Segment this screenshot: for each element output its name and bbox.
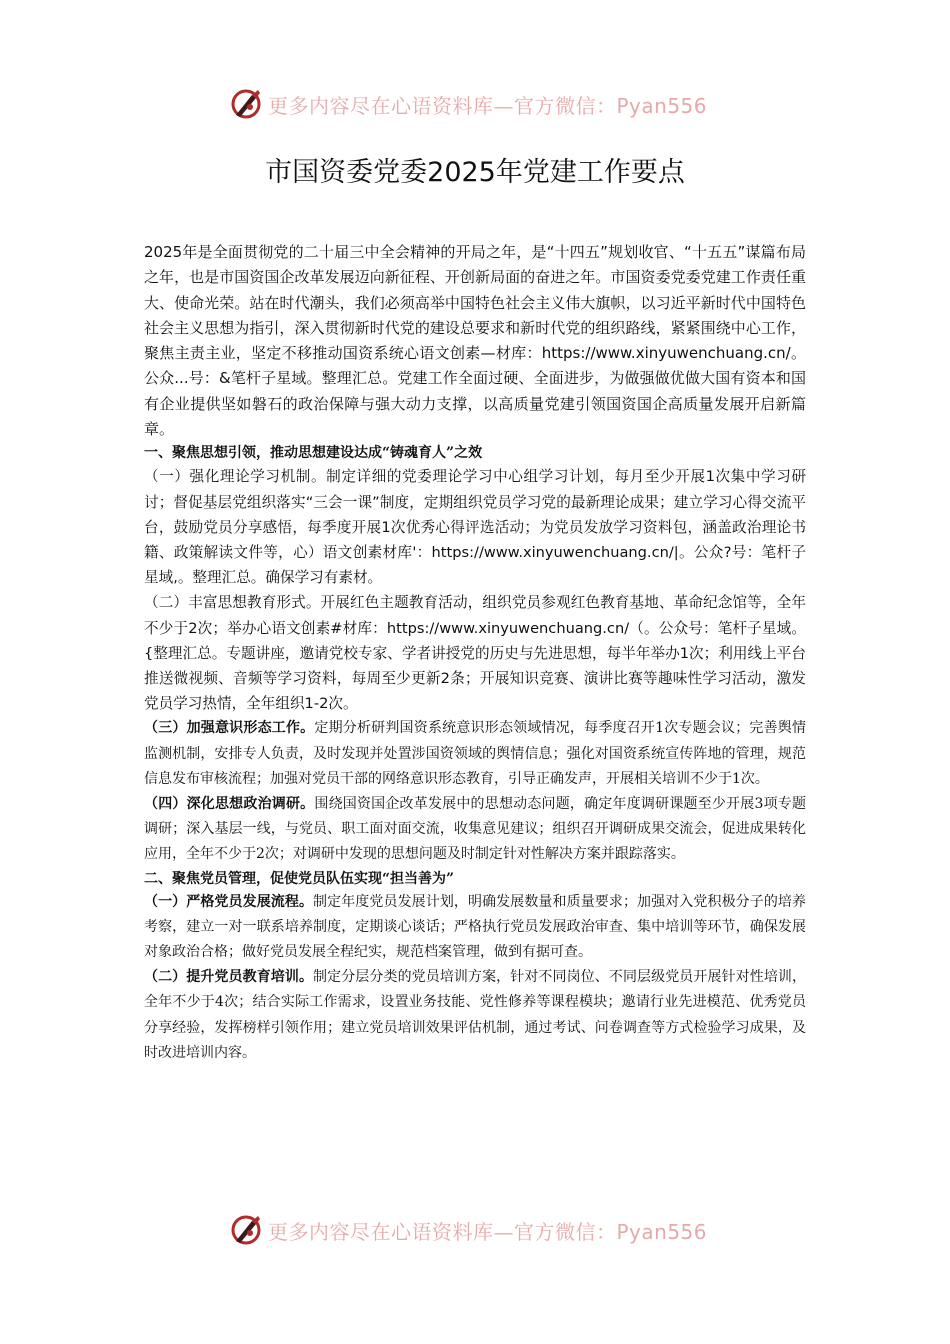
section2-item1 xyxy=(144,890,806,966)
section2-item1-title: （一）严格党员发展流程。 xyxy=(144,893,314,910)
section2-item2-title: （二）提升党员教育培训。 xyxy=(144,969,314,986)
section1-item2: （二）丰富思想教育形式。开展红色主题教育活动，组织党员参观红色教育基地、革命纪念馆等，全年不少于2次；举办心语文创素#材库：https://www.xinyuwenchuang.cn/（。公众号：笔杆子星域。{整理汇总。专题讲座，邀请党校专家、学者讲授党的历史与先进思想，每半年举办1次；利用线上平台推送微视频、音频等学习资料，每周至少更新2条；开展知识竞赛、演讲比赛等趣味性学习活动，激发党员学习热情，全年组织1-2次。 xyxy=(144,594,806,713)
document-body xyxy=(144,240,806,1066)
section1-item3-body: 定期分析研判国资系统意识形态领域情况，每季度召开1次专题会议；完善舆情监测机制，安排专人负责，及时发现并处置涉国资领域的舆情信息；强化对国资系统宣传阵地的管理，规范信息发布审核流程；加强对党员干部的网络意识形态教育，引导正确发声，开展相关培训不少于1次。 xyxy=(144,720,807,787)
footer-banner xyxy=(230,1212,750,1248)
section2-heading: 二、聚焦党员管理，促使党员队伍实现“担当善为” xyxy=(144,870,455,887)
footer-banner-text: 更多内容尽在心语资料库—官方微信： xyxy=(268,1219,617,1244)
intro-paragraph: 2025年是全面贯彻党的二十届三中全会精神的开局之年，是“十四五”规划收官、“十五五”谋篇布局之年，也是市国资国企改革发展迈向新征程、开创新局面的奋进之年。市国资委党委党建工作责任重大、使命光荣。站在时代潮头，我们必须高举中国特色社会主义伟大旗帜，以习近平新时代中国特色社会主义思想为指引，深入贯彻新时代党的建设总要求和新时代党的组织路线，紧紧围绕中心工作，聚焦主责主业，坚定不移推动国资系统心语文创素—材库：https://www.xinyuwenchuang.cn/。公众...号：&笔杆子星域。整理汇总。党建工作全面过硬、全面进步，为做强做优做大国有资本和国有企业提供坚如磐石的政治保障与强大动力支撑，以高质量党建引领国资国企高质量发展开启新篇章。 xyxy=(144,243,806,439)
section1-item3 xyxy=(144,716,806,792)
header-banner-text: 更多内容尽在心语资料库—官方微信： xyxy=(268,93,617,118)
section2-item2-body: 制定分层分类的党员培训方案，针对不同岗位、不同层级党员开展针对性培训，全年不少于4次；结合实际工作需求，设置业务技能、党性修养等课程模块；邀请行业先进模范、优秀党员分享经验，发挥榜样引领作用；建立党员培训效果评估机制，通过考试、问卷调查等方式检验学习成果，及时改进培训内容。 xyxy=(144,969,807,1061)
header-wechat-id: Pyan556 xyxy=(616,93,708,118)
document-title: 市国资委党委2025年党建工作要点 xyxy=(265,157,685,188)
section1-item3-title: （三）加强意识形态工作。 xyxy=(144,720,315,737)
pen-logo-icon xyxy=(230,87,264,121)
pen-logo-icon xyxy=(230,1213,264,1247)
header-banner xyxy=(230,86,750,122)
section1-item4 xyxy=(144,792,806,868)
section1-item1: （一）强化理论学习机制。制定详细的党委理论学习中心组学习计划，每月至少开展1次集中学习研讨；督促基层党组织落实“三会一课”制度，定期组织党员学习党的最新理论成果；建立学习心得交流平台，鼓励党员分享感悟，每季度开展1次优秀心得评选活动；为党员发放学习资料包，涵盖政治理论书籍、政策解读文件等，心）语文创素材库'：https://www.xinyuwenchuang.cn/|。公众?号：笔杆子星域,。整理汇总。确保学习有素材。 xyxy=(144,468,806,587)
footer-wechat-id: Pyan556 xyxy=(616,1219,708,1244)
section2-item2 xyxy=(144,965,806,1066)
section1-heading: 一、聚焦思想引领，推动思想建设达成“铸魂育人”之效 xyxy=(144,445,483,462)
section1-item4-body: 围绕国资国企改革发展中的思想动态问题，确定年度调研课题至少开展3项专题调研；深入基层一线，与党员、职工面对面交流，收集意见建议；组织召开调研成果交流会，促进成果转化应用，全年不少于2次；对调研中发现的思想问题及时制定针对性解决方案并跟踪落实。 xyxy=(144,796,807,863)
section2-item1-body: 制定年度党员发展计划，明确发展数量和质量要求；加强对入党积极分子的培养考察，建立一对一联系培养制度，定期谈心谈话；严格执行党员发展政治审查、集中培训等环节，确保发展对象政治合格；做好党员发展全程纪实，规范档案管理，做到有据可查。 xyxy=(144,893,807,961)
section1-item4-title: （四）深化思想政治调研。 xyxy=(144,796,315,813)
